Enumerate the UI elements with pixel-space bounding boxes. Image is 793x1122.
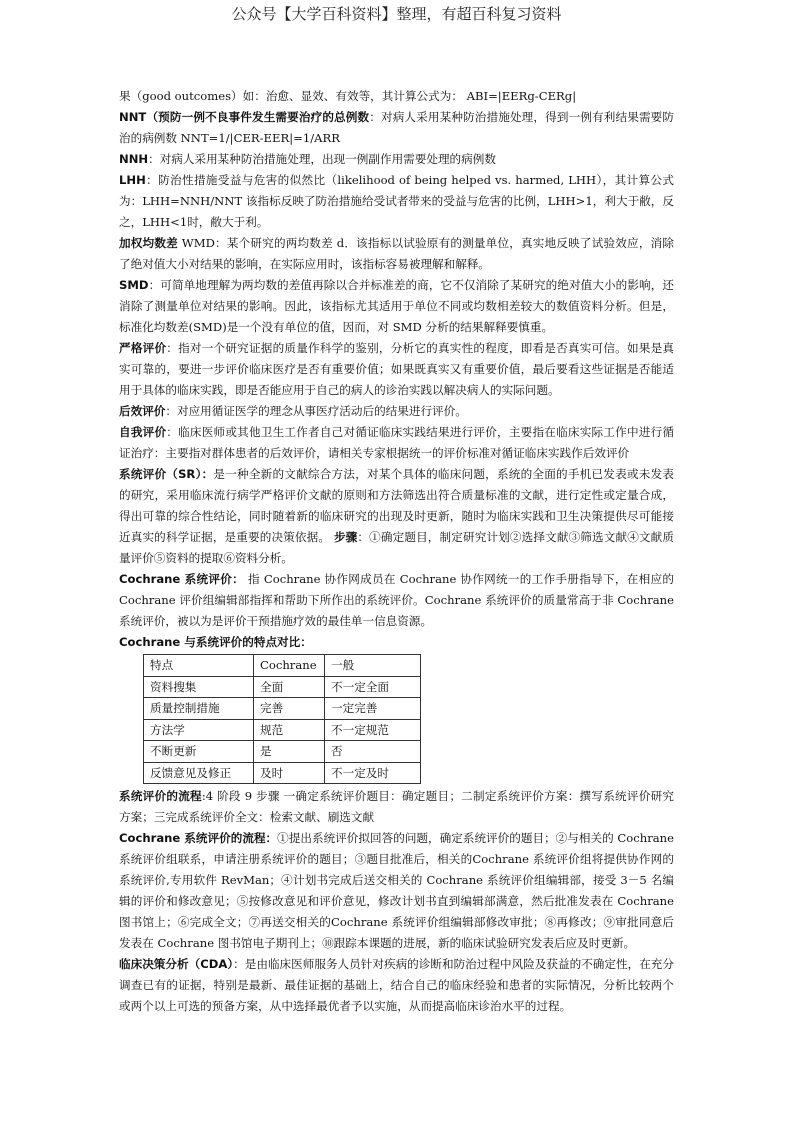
paragraph-cochrane-process bbox=[119, 828, 674, 954]
table-row bbox=[144, 719, 421, 741]
paragraph-nnh bbox=[119, 149, 674, 170]
paragraph-cda bbox=[119, 954, 674, 1017]
page-header: 公众号【大学百科资料】整理，有超百科复习资料 bbox=[231, 5, 562, 23]
table-caption bbox=[119, 632, 674, 653]
paragraph-text: ：可简单地理解为两均数的差值再除以合并标准差的商，它不仅消除了某研究的绝对值大小的影响，还消除了测量单位对结果的影响。因此，该指标尤其适用于单位不同或均数相差较大的数值资料分析。但是，标准化均数差(SMD)是一个没有单位的值，因而，对 SMD 分析的结果解释要慎重。 bbox=[119, 278, 674, 334]
paragraph-post-evaluation bbox=[119, 401, 674, 422]
table-cell: 方法学 bbox=[144, 719, 254, 741]
paragraph-text: ：是由临床医师服务人员针对疾病的诊断和防治过程中风险及获益的不确定性，在充分调查已有的证据，特别是最新、最佳证据的基础上，结合自己的临床经验和患者的实际情况，分析比较两个或两个以上可选的预备方案，从中选择最优者予以实施，从而提高临床诊治水平的过程。 bbox=[119, 957, 674, 1013]
paragraph-text: ：指对一个研究证据的质量作科学的鉴别，分析它的真实性的程度，即看是否真实可信。如果是真实可靠的，要进一步评价临床医疗是否有重要价值；如果既真实又有重要价值，最后要看这些证据是否能适用于具体的临床实践，即是否能应用于自己的病人的诊治实践以解决病人的实际问题。 bbox=[119, 341, 674, 397]
term: 自我评价 bbox=[119, 425, 167, 439]
paragraph-lhh bbox=[119, 170, 674, 233]
table-cell: 不一定规范 bbox=[325, 719, 421, 741]
term: Cochrane 与系统评价的特点对比： bbox=[119, 635, 312, 649]
paragraph-critical-appraisal bbox=[119, 338, 674, 401]
table-cell: 否 bbox=[325, 741, 421, 763]
term: 临床决策分析（CDA） bbox=[119, 957, 234, 971]
paragraph-text: ：对病人采用某种防治措施处理，得到一例有利结果需要防治的病例数 NNT=1/|CER-EER|=1/ARR bbox=[119, 110, 674, 145]
table-cell: 是 bbox=[254, 741, 325, 763]
comparison-table bbox=[143, 654, 421, 784]
term: 严格评价 bbox=[119, 341, 167, 355]
table-cell: 一般 bbox=[325, 655, 421, 677]
term: 系统评价（SR）： bbox=[119, 467, 214, 481]
paragraph-text: ：对病人采用某种防治措施处理，出现一例副作用需要处理的病例数 bbox=[148, 152, 496, 166]
paragraph-text: ①提出系统评价拟回答的问题，确定系统评价的题目；②与相关的 Cochrane 系统评价组联系，申请注册系统评价的题目；③题目批准后，相关的Cochrane 系统评价组将提供协作网的系统评价,专用软件 RevMan；④计划书完成后送交相关的 Cochrane 系统评价组编辑部，接受 3－5 名编辑的评价和修改意见；⑤按修改意见和评价意见，修改计划书直到编辑部满意，然后批准发表在 Cochrane 图书馆上；⑥完成全文；⑦再送交相关的Cochrane 系统评价组编辑部修改审批；⑧再修改；⑨审批同意后发表在 Cochrane 图书馆电子期刊上；⑩跟踪本课题的进展，新的临床试验研究发表后应及时更新。 bbox=[119, 831, 675, 950]
term: Cochrane 系统评价的流程： bbox=[119, 831, 278, 845]
paragraph-text: 指 Cochrane 协作网成员在 Cochrane 协作网统一的工作手册指导下，在相应的 Cochrane 评价组编辑部指挥和帮助下所作出的系统评价。Cochrane 系统评价的质量常高于非 Cochrane 系统评价，被以为是评价干预措施疗效的最佳单一信息资源。 bbox=[119, 572, 674, 628]
table-cell: 及时 bbox=[254, 762, 325, 784]
table-cell: 规范 bbox=[254, 719, 325, 741]
paragraph-systematic-review bbox=[119, 464, 674, 569]
table-row bbox=[144, 698, 421, 720]
paragraph bbox=[119, 86, 674, 107]
table-cell: 不一定及时 bbox=[325, 762, 421, 784]
table-cell: Cochrane bbox=[254, 655, 325, 677]
document-body bbox=[119, 86, 674, 1017]
table-row bbox=[144, 676, 421, 698]
table-cell: 完善 bbox=[254, 698, 325, 720]
paragraph-text: ：①确定题目，制定研究计划②选择文献③筛选文献④文献质量评价⑤资料的提取⑥资料分析。 bbox=[119, 530, 674, 565]
paragraph-text: 果（good outcomes）如：治愈、显效、有效等，其计算公式为： ABI=|EERg-CERg| bbox=[119, 89, 577, 103]
term-steps: 步骤 bbox=[333, 530, 358, 544]
table-row bbox=[144, 762, 421, 784]
term: NNT（预防一例不良事件发生需要治疗的总例数 bbox=[119, 110, 370, 124]
paragraph-smd bbox=[119, 275, 674, 338]
paragraph-text: WMD：某个研究的两均数差 d．该指标以试验原有的测量单位，真实地反映了试验效应，消除了绝对值大小对结果的影响，在实际应用时，该指标容易被理解和解释。 bbox=[119, 236, 674, 271]
term: NNH bbox=[119, 152, 149, 166]
term: 系统评价的流程 bbox=[119, 789, 202, 803]
table-cell: 资料搜集 bbox=[144, 676, 254, 698]
paragraph-text: 是一种全新的文献综合方法，对某个具体的临床问题，系统的全面的手机已发表或未发表的研究，采用临床流行病学严格评价文献的原则和方法筛选出符合质量标准的文献，进行定性或定量合成，得出可靠的综合性结论，同时随着新的临床研究的出现及时更新，随时为临床实践和卫生决策提供尽可能接近真实的科学证据，是重要的决策依据。 bbox=[119, 467, 674, 544]
table-row bbox=[144, 741, 421, 763]
table-row bbox=[144, 655, 421, 677]
table-cell: 不一定全面 bbox=[325, 676, 421, 698]
paragraph-text: ：对应用循证医学的理念从事医疗活动后的结果进行评价。 bbox=[165, 404, 467, 418]
term: 后效评价 bbox=[119, 404, 166, 418]
paragraph-sr-process bbox=[119, 786, 674, 828]
table-cell: 质量控制措施 bbox=[144, 698, 254, 720]
paragraph-nnt bbox=[119, 107, 674, 149]
term: 加权均数差 bbox=[119, 236, 178, 250]
table-cell: 全面 bbox=[254, 676, 325, 698]
table-cell: 特点 bbox=[144, 655, 254, 677]
paragraph-cochrane bbox=[119, 569, 674, 632]
paragraph-text: ：防治性措施受益与危害的似然比（likelihood of being helped vs. harmed, LHH），其计算公式为：LHH=NNH/NNT 该指标反映了防治措施给受试者带来的受益与危害的比例，LHH>1，利大于敝，反之，LHH<1时，敝大于利。 bbox=[119, 173, 674, 229]
paragraph-text: :4 阶段 9 步骤 一确定系统评价题目：确定题目；二制定系统评价方案：撰写系统评价研究方案；三完成系统评价全文：检索文献、刷选文献 bbox=[119, 789, 674, 824]
table-cell: 不断更新 bbox=[144, 741, 254, 763]
table-cell: 反馈意见及修正 bbox=[144, 762, 254, 784]
table-cell: 一定完善 bbox=[325, 698, 421, 720]
term: LHH bbox=[119, 173, 146, 187]
paragraph-text: ：临床医师或其他卫生工作者自己对循证临床实践结果进行评价，主要指在临床实际工作中进行循证治疗：主要指对群体患者的后效评价，请相关专家根据统一的评价标准对循证临床实践作后效评价 bbox=[119, 425, 674, 460]
term: SMD bbox=[119, 278, 149, 292]
term: Cochrane 系统评价： bbox=[119, 572, 245, 586]
paragraph-wmd bbox=[119, 233, 674, 275]
paragraph-self-evaluation bbox=[119, 422, 674, 464]
